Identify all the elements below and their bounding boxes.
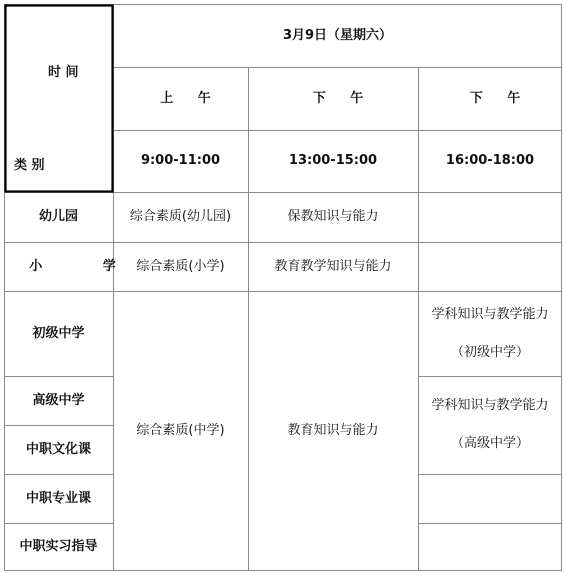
header-period-afternoon-1: 下 午 bbox=[312, 90, 374, 106]
category-junior-high: 初级中学 bbox=[32, 325, 85, 341]
secondary-morning-exam: 综合素质(中学) bbox=[136, 423, 225, 438]
junior-subject-exam bbox=[418, 291, 562, 376]
header-date: 3月9日（星期六） bbox=[282, 27, 393, 43]
exam-schedule-table bbox=[4, 4, 562, 571]
category-senior-high: 高级中学 bbox=[32, 392, 85, 408]
category-vocational-specialty: 中职专业课 bbox=[25, 490, 91, 506]
header-time-label: 时 间 bbox=[48, 65, 79, 80]
senior-subject-exam-line2: （高级中学） bbox=[450, 436, 529, 451]
header-category-label: 类 别 bbox=[14, 158, 45, 173]
header-time-afternoon-1: 13:00-15:00 bbox=[288, 153, 378, 168]
kindergarten-morning-exam: 综合素质(幼儿园) bbox=[129, 209, 232, 224]
junior-subject-exam-line1: 学科知识与教学能力 bbox=[431, 306, 549, 322]
header-period-morning: 上 午 bbox=[160, 90, 221, 106]
header-period-afternoon-2: 下 午 bbox=[469, 90, 531, 106]
junior-subject-exam-line2: （初级中学） bbox=[450, 344, 529, 360]
category-kindergarten: 幼儿园 bbox=[38, 209, 78, 224]
header-time-morning: 9:00-11:00 bbox=[140, 153, 221, 168]
category-primary: 小 学 bbox=[29, 258, 144, 274]
secondary-afternoon-exam: 教育知识与能力 bbox=[287, 423, 379, 438]
primary-afternoon-exam: 教育教学知识与能力 bbox=[274, 258, 392, 274]
primary-morning-exam: 综合素质(小学) bbox=[136, 258, 225, 274]
header-time-afternoon-2: 16:00-18:00 bbox=[445, 153, 535, 168]
senior-subject-exam bbox=[418, 376, 562, 474]
kindergarten-afternoon-exam: 保教知识与能力 bbox=[287, 209, 379, 224]
senior-subject-exam-line1: 学科知识与教学能力 bbox=[431, 398, 549, 413]
category-vocational-culture: 中职文化课 bbox=[25, 441, 91, 457]
category-vocational-internship: 中职实习指导 bbox=[19, 539, 98, 554]
